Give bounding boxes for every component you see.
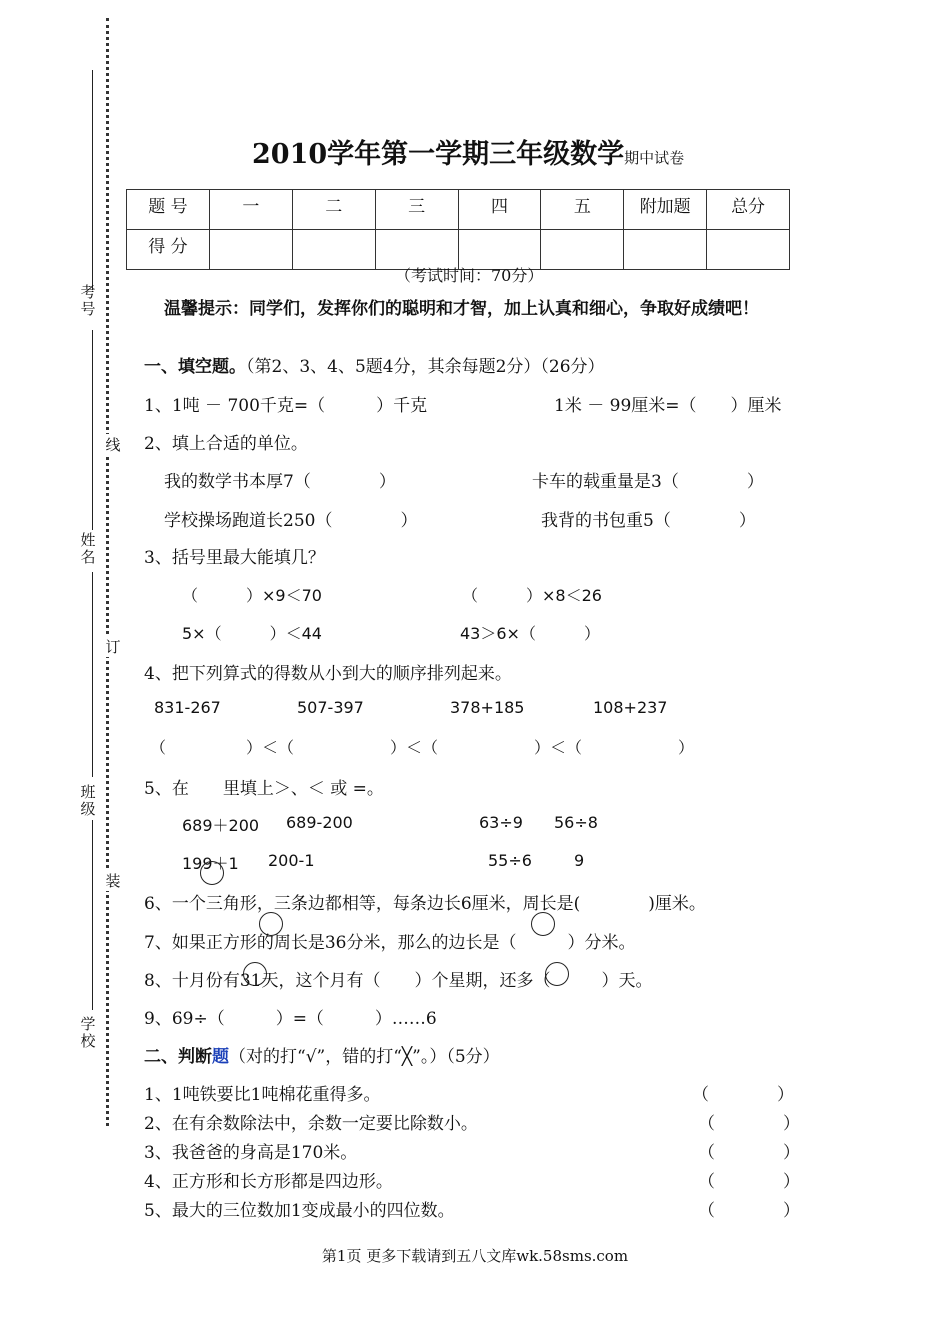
q2-item-a: 我的数学书本厚7（ ） bbox=[164, 472, 396, 492]
score-cell: 五 bbox=[541, 190, 624, 230]
page-title: 2010学年第一学期三年级数学期中试卷 bbox=[252, 139, 685, 170]
q3-item-b: （ ）×8＜26 bbox=[462, 586, 602, 605]
q3-stem: 3、括号里最大能填几？ bbox=[144, 548, 325, 568]
score-cell: 二 bbox=[292, 190, 375, 230]
score-entry-cell[interactable] bbox=[707, 230, 790, 270]
score-table bbox=[126, 189, 790, 270]
judge-item-5: 5、最大的三位数加1变成最小的四位数。 bbox=[144, 1201, 455, 1221]
q1-part-b: 1米 － 99厘米=（ ）厘米 bbox=[554, 396, 782, 416]
score-cell: 总分 bbox=[707, 190, 790, 230]
judge-answer-4[interactable]: （ ） bbox=[698, 1172, 800, 1192]
q5-expr-d: 56÷8 bbox=[554, 813, 598, 832]
score-entry-cell[interactable] bbox=[209, 230, 292, 270]
binding-underline-exam-no bbox=[92, 70, 93, 290]
judge-item-3: 3、我爸爸的身高是170米。 bbox=[144, 1143, 358, 1163]
q1-part-a: 1、1吨 － 700千克=（ ）千克 bbox=[144, 396, 428, 416]
q7: 7、如果正方形的周长是36分米，那么的边长是（ ）分米。 bbox=[144, 933, 636, 953]
q8: 8、十月份有31天，这个月有（ ）个星期，还多（ ）天。 bbox=[144, 971, 653, 991]
judge-answer-3[interactable]: （ ） bbox=[698, 1143, 800, 1163]
hint-text: 温馨提示：同学们，发挥你们的聪明和才智，加上认真和细心，争取好成绩吧！ bbox=[164, 299, 759, 319]
q4-expr-3: 378+185 bbox=[450, 698, 525, 717]
q5-expr-e: 199＋1 bbox=[182, 854, 239, 873]
judge-answer-1[interactable]: （ ） bbox=[692, 1085, 794, 1105]
q4-blanks: （ ）＜（ ）＜（ ）＜（ ） bbox=[150, 738, 695, 757]
judge-answer-2[interactable]: （ ） bbox=[698, 1114, 800, 1134]
score-entry-cell[interactable] bbox=[541, 230, 624, 270]
section2-heading-link: 题 bbox=[212, 1047, 229, 1067]
section1-note: （第2、3、4、5题4分，其余每题2分）（26分） bbox=[246, 357, 605, 377]
page-footer: 第1页 更多下载请到五八文库wk.58sms.com bbox=[321, 1247, 629, 1265]
score-cell: 题 号 bbox=[127, 190, 210, 230]
binding-field-name: 姓名 bbox=[80, 531, 96, 566]
binding-mark-zhuang: 装 bbox=[105, 872, 121, 890]
binding-field-class: 班级 bbox=[80, 783, 96, 818]
score-row-label: 得 分 bbox=[127, 230, 210, 270]
q5-expr-f: 200-1 bbox=[268, 851, 315, 870]
q5-expr-h: 9 bbox=[574, 851, 585, 870]
judge-item-2: 2、在有余数除法中，余数一定要比除数小。 bbox=[144, 1114, 478, 1134]
exam-time: （考试时间：70分） bbox=[395, 266, 544, 285]
q6: 6、一个三角形，三条边都相等，每条边长6厘米，周长是( )厘米。 bbox=[144, 894, 706, 914]
q3-item-a: （ ）×9＜70 bbox=[182, 586, 322, 605]
binding-underline-class bbox=[92, 572, 93, 777]
binding-mark-ding: 订 bbox=[105, 638, 121, 656]
section2-heading: 二、判断题（对的打“√”，错的打“╳”。）（5分） bbox=[144, 1047, 500, 1067]
binding-underline-name bbox=[92, 330, 93, 530]
score-cell: 附加题 bbox=[624, 190, 707, 230]
q5-expr-b: 689-200 bbox=[286, 813, 353, 832]
q4-expr-2: 507-397 bbox=[297, 698, 364, 717]
section1-heading: 一、填空题。（第2、3、4、5题4分，其余每题2分）（26分） bbox=[144, 357, 605, 377]
q3-item-d: 43＞6×（ ） bbox=[460, 624, 600, 643]
binding-dotted-line bbox=[106, 18, 109, 1126]
title-suffix: 期中试卷 bbox=[624, 149, 685, 167]
q5-expr-g: 55÷6 bbox=[488, 851, 532, 870]
q9: 9、69÷（ ）=（ ）……6 bbox=[144, 1009, 437, 1029]
score-entry-cell[interactable] bbox=[292, 230, 375, 270]
score-entry-cell[interactable] bbox=[624, 230, 707, 270]
score-table-header-row bbox=[127, 190, 790, 230]
q4-stem: 4、把下列算式的得数从小到大的顺序排列起来。 bbox=[144, 664, 512, 684]
section2-note: （对的打“√”，错的打“╳”。）（5分） bbox=[229, 1047, 500, 1067]
q2-stem: 2、填上合适的单位。 bbox=[144, 434, 308, 454]
binding-field-school: 学校 bbox=[80, 1015, 96, 1050]
binding-field-exam-no: 考号 bbox=[80, 283, 96, 318]
q5-stem: 5、在 里填上＞、＜ 或 =。 bbox=[144, 779, 384, 799]
score-cell: 三 bbox=[375, 190, 458, 230]
q2-item-c: 学校操场跑道长250（ ） bbox=[164, 511, 418, 531]
score-cell: 一 bbox=[209, 190, 292, 230]
judge-item-4: 4、正方形和长方形都是四边形。 bbox=[144, 1172, 393, 1192]
judge-item-1: 1、1吨铁要比1吨棉花重得多。 bbox=[144, 1085, 381, 1105]
q4-expr-4: 108+237 bbox=[593, 698, 668, 717]
score-cell: 四 bbox=[458, 190, 541, 230]
q5-expr-a: 689＋200 bbox=[182, 816, 260, 835]
q4-expr-1: 831-267 bbox=[154, 698, 221, 717]
q2-item-b: 卡车的载重量是3（ ） bbox=[532, 472, 764, 492]
q2-item-d: 我背的书包重5（ ） bbox=[541, 511, 756, 531]
binding-underline-school bbox=[92, 820, 93, 1010]
q3-item-c: 5×（ ）＜44 bbox=[182, 624, 322, 643]
binding-mark-xian: 线 bbox=[105, 436, 121, 454]
judge-answer-5[interactable]: （ ） bbox=[698, 1201, 800, 1221]
q5-expr-c: 63÷9 bbox=[479, 813, 523, 832]
compare-circle[interactable] bbox=[200, 861, 224, 885]
